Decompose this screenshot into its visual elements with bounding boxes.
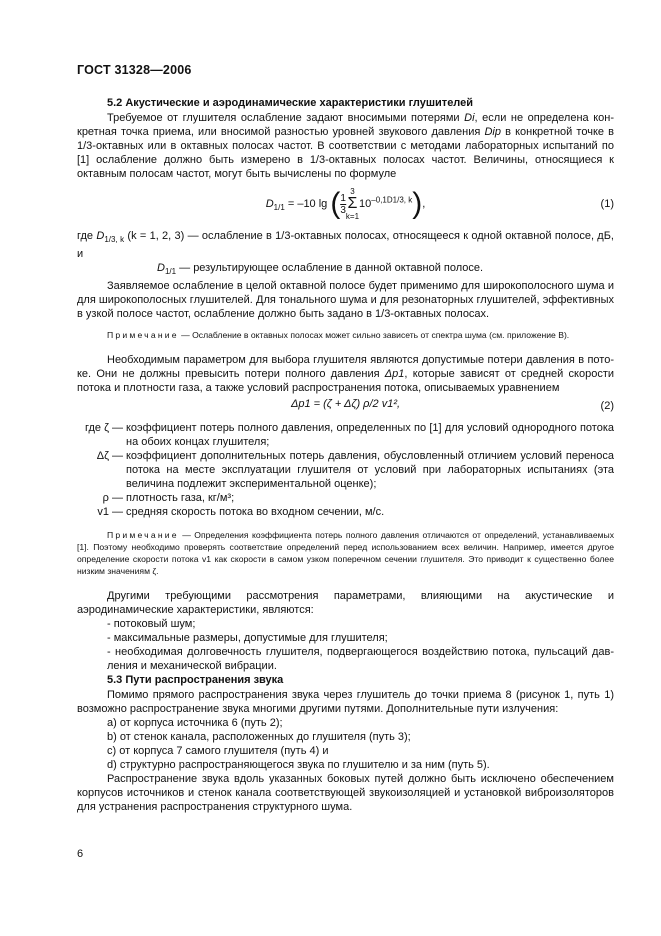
list-item: - необходимая долговечность глушителя, подвергающегося воздействию потока, пульсаций давления и механической вибрации. [107, 646, 614, 673]
formula-2: Δp1 = (ζ + Δζ) ρ/2 v1², (2) [290, 398, 614, 413]
list-item: - потоковый шум; [107, 618, 196, 631]
definitions-list [77, 421, 614, 519]
section-5-3-title: 5.3 Пути распространения звука [107, 674, 284, 687]
list-item: a) от корпуса источника 6 (путь 2); [107, 717, 283, 730]
where-d11: $D_{1/1}$ — результирующее ослабление в данной октавной полосе. [157, 262, 484, 277]
list-item: c) от корпуса 7 самого глушителя (путь 4) и [107, 745, 329, 758]
paragraph-5-2-intro: Требуемое от глушителя ослабление задают вносимыми потерями Di, если не определена конкретная точка приема, или вносимой разностью уровней звукового давления Dip в конкретной точке в 1/3-октавных или в октавных полосах частот. В соответствии с методами лабораторных испытаний по [1] ослабление должно быть измерено в 1/3-октавных полосах частот. Величины, относящиеся к октавным полосам частот, могут быть вычислены по формуле [77, 112, 615, 180]
formula-2-number: (2) [600, 400, 614, 413]
paragraph-octave-band: Заявляемое ослабление в целой октавной полосе будет применимо для широкополосного шума и для широкополосных глушителей. Для тонального шума и для резонаторных глушителей, эффективных в узкой полосе частот, ослабление должно быть задано в 1/3-октавных полосах. [77, 280, 614, 321]
list-item: d) структурно распространяющегося звука по глушителю и за ним (путь 5). [107, 759, 490, 772]
page-number: 6 [77, 848, 84, 860]
dip-symbol: Dip [484, 126, 501, 138]
document-header: ГОСТ 31328—2006 [77, 63, 192, 77]
formula-1-number: (1) [600, 198, 614, 210]
paragraph-other-params: Другими требующими рассмотрения параметрами, влияющими на акустические и аэродинамические характеристики, являются: [77, 590, 614, 617]
section-5-2-title: 5.2 Акустические и аэродинамические характеристики глушителей [107, 97, 474, 109]
where-d13k: где $D_{1/3, k}$ (k = 1, 2, 3) — ослабление в 1/3-октавных полосах, относящееся к одной октавной полосе, дБ, и [77, 230, 614, 261]
definition-row: v1 — средняя скорость потока во входном сечении, м/с. [97, 506, 385, 519]
paragraph-pressure-loss: Необходимым параметром для выбора глушителя являются допустимые потери давления в потоке. Они не должны превысить потери полного давления Δp1, которые зависят от средней скорости потока и плотности газа, а также условий распространения потока, описываемых уравнением [77, 354, 614, 395]
definition-row: где ζ — коэффициент потерь полного давления, определенных по [1] для условий однородного потока на обоих концах глушителя; [84, 422, 614, 449]
definition-row: Δζ — коэффициент дополнительных потерь давления, обусловленный отличием условий переноса потока на месте эксплуатации глушителя от условий при лабораторных испытаниях (эта величина подлежит экспериментальной оценке); [96, 450, 614, 491]
page-body [77, 96, 614, 814]
note-1: Примечание — Ослабление в октавных полосах может сильно зависеть от спектра шума (см. приложение В). [107, 330, 570, 341]
list-item: - максимальные размеры, допустимые для глушителя; [107, 632, 388, 645]
formula-1: $D_{1/1} = -10$ lg ( $\frac{1}{3}$ 3 Σ k=1 $10^{-0,1D1/3, k}$), (1) [265, 187, 614, 221]
list-item: b) от стенок канала, расположенных до глушителя (путь 3); [107, 731, 411, 744]
di-symbol: Di [464, 112, 475, 124]
paragraph-5-3-conclusion: Распространение звука вдоль указанных боковых путей должно быть исключено обеспечением корпусов источников и стенок канала соответствующей звукоизоляцией и установкой виброизоляторов для устранения распространения структурного шума. [77, 773, 614, 814]
paragraph-5-3-intro: Помимо прямого распространения звука через глушитель до точки приема 8 (рисунок 1, путь 1) возможно распространение звука многими другими путями. Дополнительные пути излучения: [77, 689, 614, 716]
dp1-symbol: Δp1 [384, 368, 405, 381]
definition-row: ρ — плотность газа, кг/м³; [102, 492, 235, 505]
note-2: Примечание — Определения коэффициента потерь полного давления отличаются от определений, устанавливаемых [1]. Поэтому необходимо проверять соответствие определений перед использованием всех величин. Например, имеется другое определение скорости потока v1 как скорости в самом узком поперечном сечении глушителя. Это приводит к существенно более низким значениям ζ. [77, 530, 614, 577]
